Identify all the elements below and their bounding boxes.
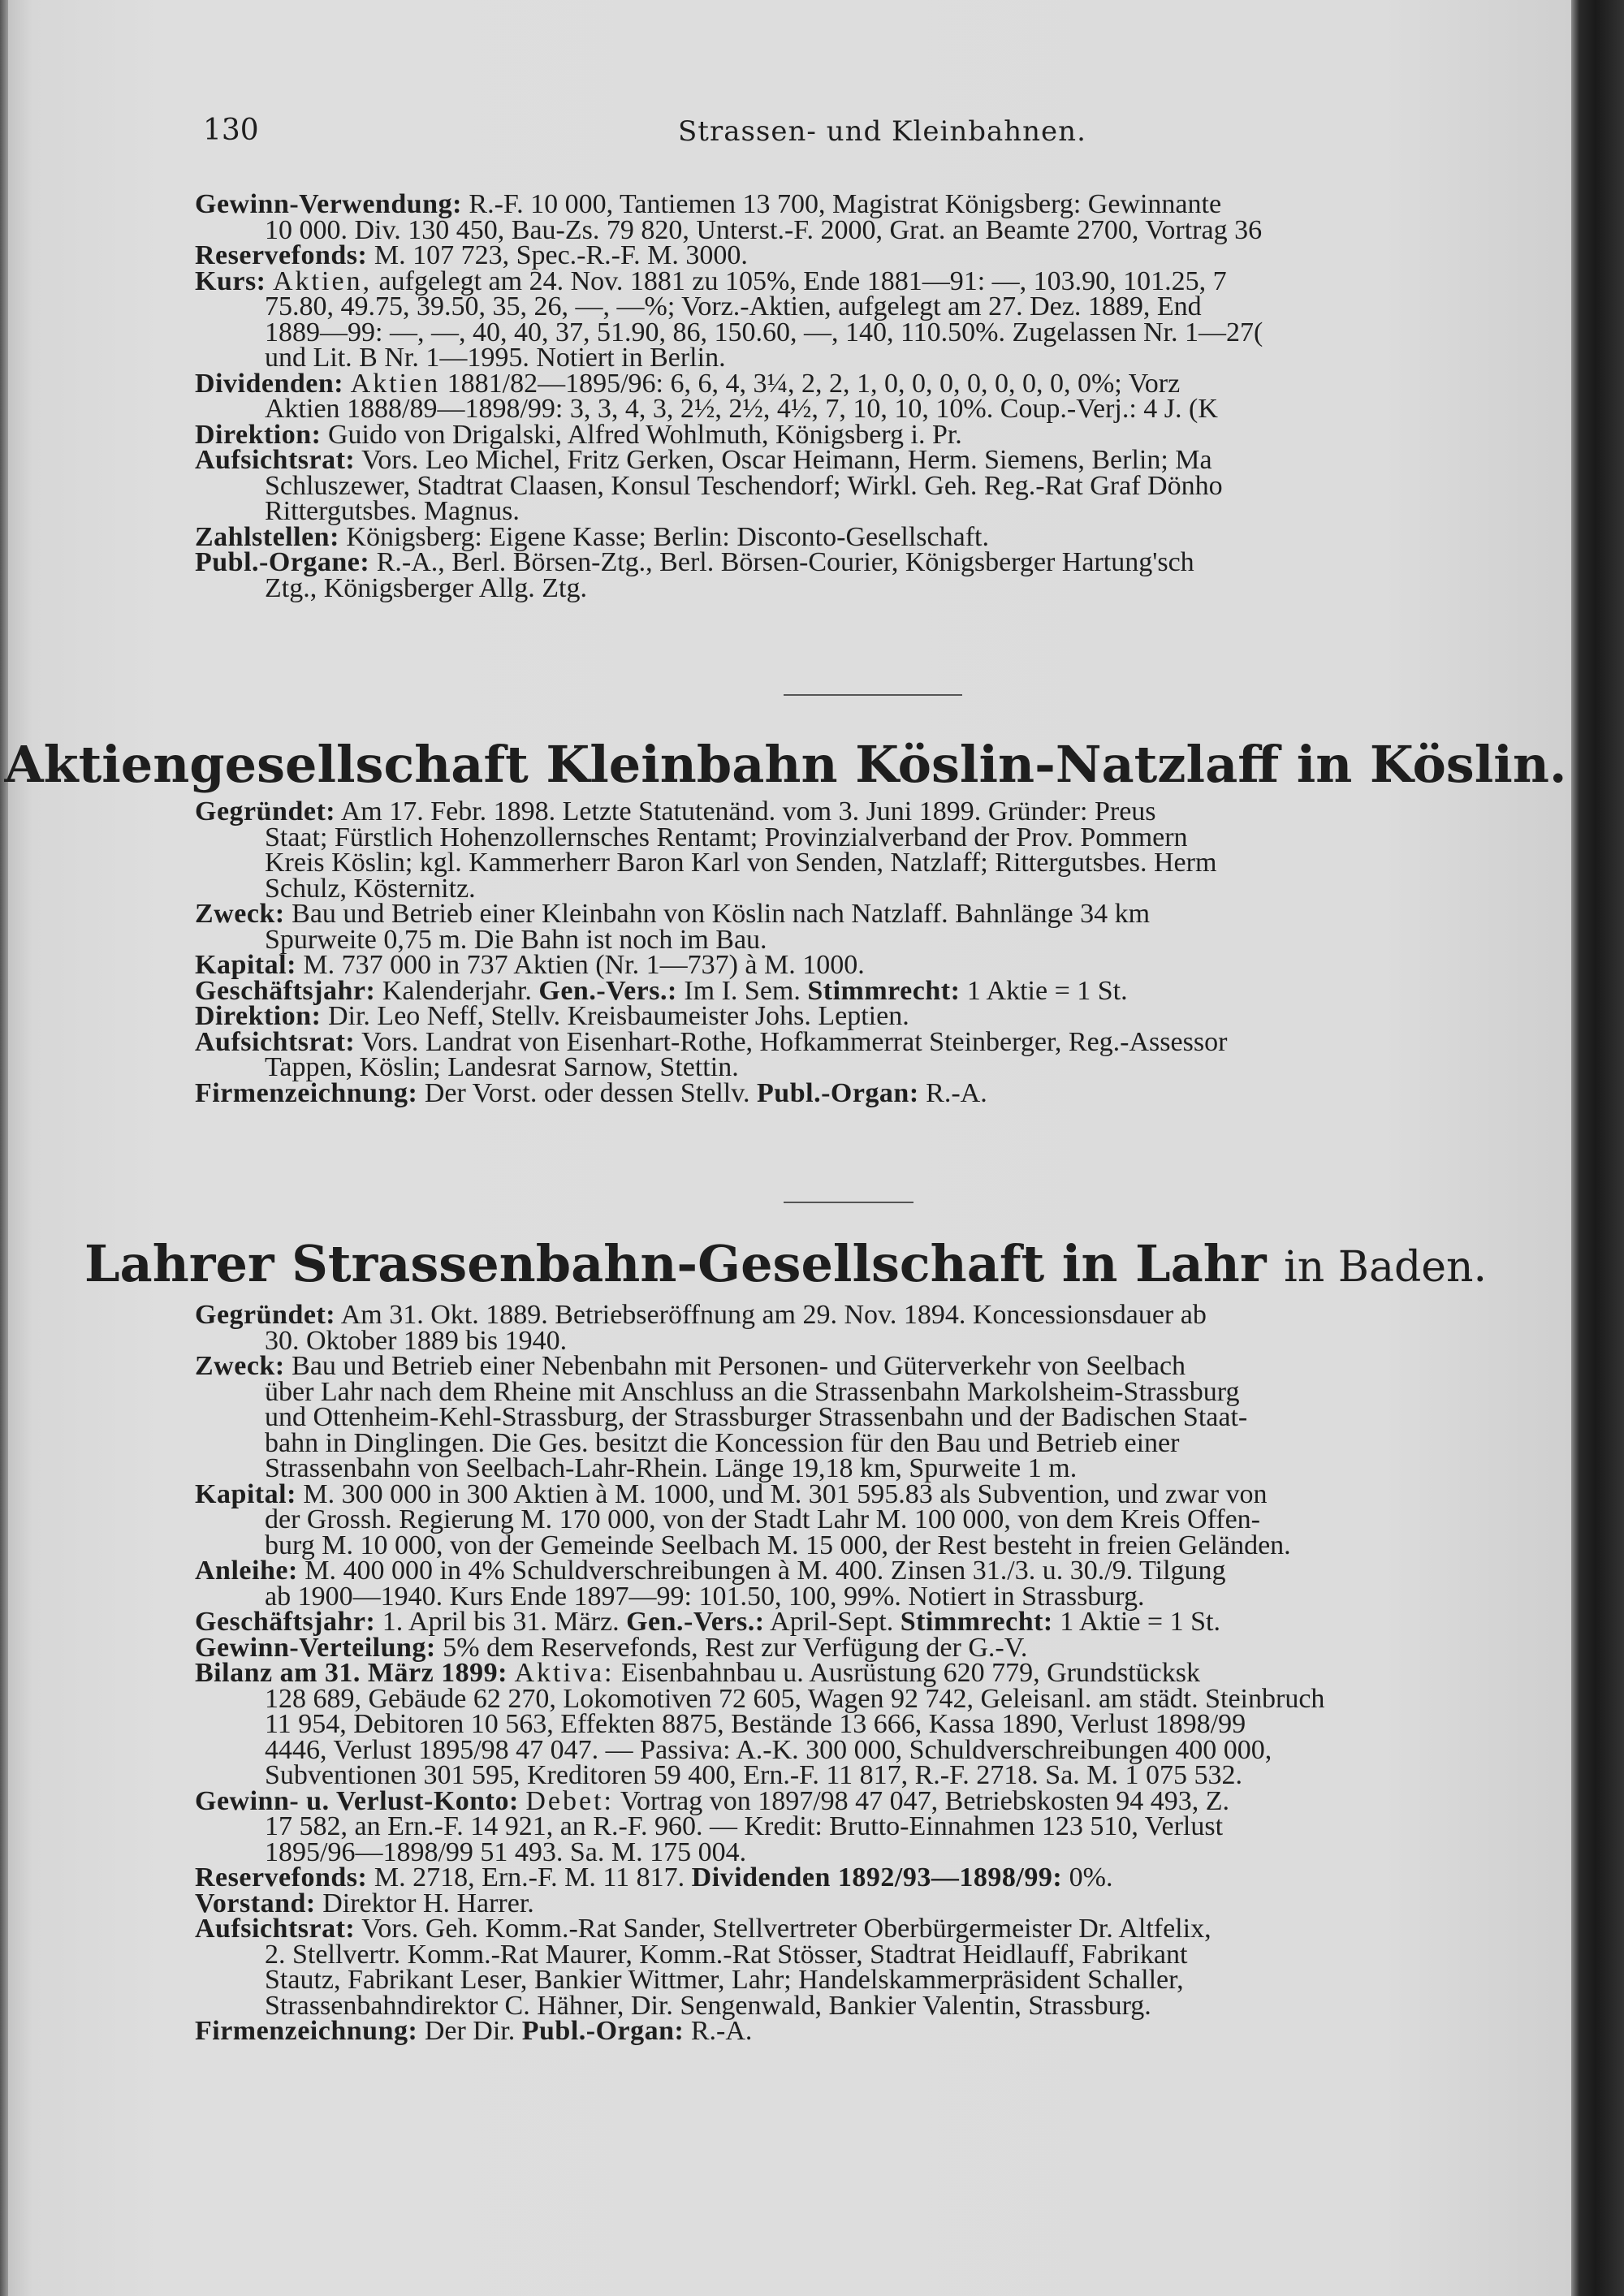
field-text: Der Dir. (424, 2016, 516, 2046)
field-text: R.-A., Berl. Börsen-Ztg., Berl. Börsen-Courier, Königsberger Hartung'sch (376, 547, 1194, 577)
field-text: Vors. Landrat von Eisenhart-Rothe, Hofkammerrat Steinberger, Reg.-Assessor (361, 1026, 1228, 1057)
field-text: 1. April bis 31. März. (382, 1607, 620, 1637)
field-label: Kapital: (195, 950, 296, 980)
field-text: 5% dem Reservefonds, Rest zur Verfügung der G.-V. (443, 1632, 1028, 1663)
field-text: Aktien (350, 368, 441, 399)
field-text: Tappen, Köslin; Landesrat Sarnow, Stettin. (265, 1052, 739, 1082)
field-text: Spurweite 0,75 m. Die Bahn ist noch im Bau. (265, 924, 767, 955)
field-label: Stimmrecht: (900, 1607, 1053, 1637)
running-head: Strassen- und Kleinbahnen. (678, 115, 1086, 148)
field-label: Gewinn-Verwendung: (195, 189, 462, 219)
field-label: Zahlstellen: (195, 521, 339, 552)
field-label: Firmenzeichnung: (195, 2016, 418, 2046)
field-text: Bau und Betrieb einer Nebenbahn mit Personen- und Güterverkehr von Seelbach (292, 1351, 1186, 1381)
field-text: Dir. Leo Neff, Stellv. Kreisbaumeister Johs. Leptien. (327, 1001, 909, 1031)
section-title-koeslin: Aktiengesellschaft Kleinbahn Köslin-Natzlaff in Köslin. (4, 735, 1567, 794)
field-text: Königsberg: Eigene Kasse; Berlin: Disconto-Gesellschaft. (346, 521, 989, 552)
page-number: 130 (203, 114, 259, 147)
field-label: Firmenzeichnung: (195, 1077, 418, 1108)
field-text: Vors. Geh. Komm.-Rat Sander, Stellvertreter Oberbürgermeister Dr. Altfelix, (361, 1914, 1212, 1944)
field-text: Aktien, (273, 265, 373, 296)
field-text: burg M. 10 000, von der Gemeinde Seelbach M. 15 000, der Rest besteht in freien Geländen. (265, 1530, 1291, 1560)
field-text: R.-A. (926, 1077, 987, 1108)
field-text: aufgelegt am 24. Nov. 1881 zu 105%, Ende 1881—91: —, 103.90, 101.25, 7 (378, 265, 1227, 296)
field-text: R.-F. 10 000, Tantiemen 13 700, Magistrat Königsberg: Gewinnante (469, 189, 1222, 219)
field-label: Aufsichtsrat: (195, 445, 356, 475)
field-text: R.-A. (690, 2016, 753, 2046)
field-text: bahn in Dinglingen. Die Ges. besitzt die Koncession für den Bau und Betrieb einer (265, 1427, 1180, 1458)
field-label: Direktion: (195, 1001, 322, 1031)
field-text: 0%. (1069, 1862, 1113, 1892)
field-text: Kalenderjahr. (382, 975, 532, 1006)
book-binding-edge (1571, 0, 1624, 2296)
field-text: Aktien 1888/89—1898/99: 3, 3, 4, 3, 2½, 2½, 4½, 7, 10, 10, 10%. Coup.-Verj.: 4 J. (K (265, 394, 1218, 424)
field-label: Dividenden 1892/93—1898/99: (691, 1862, 1063, 1892)
field-text: der Grossh. Regierung M. 170 000, von der Stadt Lahr M. 100 000, von dem Kreis Offen- (265, 1504, 1261, 1534)
field-text: Vors. Leo Michel, Fritz Gerken, Oscar Heimann, Herm. Siemens, Berlin; Ma (361, 445, 1212, 475)
field-text: Rittergutsbes. Magnus. (265, 496, 520, 526)
field-label: Anleihe: (195, 1556, 298, 1586)
field-text: Schulz, Kösternitz. (265, 873, 476, 904)
field-text: 1895/96—1898/99 51 493. Sa. M. 175 004. (265, 1836, 747, 1867)
field-text: Am 17. Febr. 1898. Letzte Statutenänd. vom 3. Juni 1899. Gründer: Preus (340, 796, 1156, 826)
field-label: Stimmrecht: (807, 975, 961, 1006)
field-text: 1889—99: —, —, 40, 40, 37, 51.90, 86, 150.60, —, 140, 110.50%. Zugelassen Nr. 1—27( (265, 317, 1263, 347)
field-label: Gewinn- u. Verlust-Konto: (195, 1785, 519, 1816)
field-label: Publ.-Organ: (757, 1077, 919, 1108)
text-line (195, 2015, 1527, 2048)
field-text: über Lahr nach dem Rheine mit Anschluss an die Strassenbahn Markolsheim-Strassburg (265, 1376, 1240, 1407)
field-text: Eisenbahnbau u. Ausrüstung 620 779, Grundstücksk (620, 1658, 1200, 1688)
field-text: Der Vorst. oder dessen Stellv. (424, 1077, 750, 1108)
section-title-lahr-sub: in Baden. (1284, 1243, 1488, 1292)
page-left-edge (0, 0, 8, 2296)
field-text: 75.80, 49.75, 39.50, 35, 26, —, —%; Vorz.-Aktien, aufgelegt am 27. Dez. 1889, End (265, 291, 1202, 322)
field-text: Strassenbahn von Seelbach-Lahr-Rhein. Länge 19,18 km, Spurweite 1 m. (265, 1453, 1078, 1483)
field-label: Reservefonds: (195, 240, 368, 270)
field-text: Guido von Drigalski, Alfred Wohlmuth, Königsberg i. Pr. (327, 419, 962, 450)
field-text: Staat; Fürstlich Hohenzollernsches Rentamt; Provinzialverband der Prov. Pommern (265, 822, 1188, 852)
field-label: Gegründet: (195, 796, 336, 826)
field-label: Reservefonds: (195, 1862, 368, 1892)
field-label: Vorstand: (195, 1888, 316, 1918)
field-text: M. 107 723, Spec.-R.-F. M. 3000. (374, 240, 748, 270)
field-text: Am 31. Okt. 1889. Betriebseröffnung am 29. Nov. 1894. Koncessionsdauer ab (340, 1300, 1207, 1330)
section-title-lahr (0, 1234, 1571, 1293)
field-text: 1 Aktie = 1 St. (1060, 1607, 1220, 1637)
field-text: 1 Aktie = 1 St. (966, 975, 1128, 1006)
field-label: Kapital: (195, 1478, 296, 1509)
field-label: Geschäftsjahr: (195, 975, 376, 1006)
field-text: 2. Stellvertr. Komm.-Rat Maurer, Komm.-Rat Stösser, Stadtrat Heidlauff, Fabrikant (265, 1939, 1188, 1970)
field-text: Bau und Betrieb einer Kleinbahn von Köslin nach Natzlaff. Bahnlänge 34 km (292, 899, 1151, 929)
field-text: Strassenbahndirektor C. Hähner, Dir. Sengenwald, Bankier Valentin, Strassburg. (265, 1990, 1151, 2021)
field-text: M. 737 000 in 737 Aktien (Nr. 1—737) à M. 1000. (303, 950, 865, 980)
field-text: 128 689, Gebäude 62 270, Lokomotiven 72 605, Wagen 92 742, Geleisanl. am städt. Steinbruch (265, 1683, 1325, 1714)
field-text: Subventionen 301 595, Kreditoren 59 400, Ern.-F. 11 817, R.-F. 2718. Sa. M. 1 075 532. (265, 1760, 1243, 1790)
section-divider (784, 694, 962, 696)
field-text: April-Sept. (770, 1607, 894, 1637)
field-text: Aktiva: (514, 1658, 615, 1688)
field-text: Im I. Sem. (684, 975, 801, 1006)
section-divider (784, 1202, 914, 1203)
field-text: Ztg., Königsberger Allg. Ztg. (265, 572, 587, 603)
field-label: Zweck: (195, 899, 285, 929)
field-text: Stautz, Fabrikant Leser, Bankier Wittmer, Lahr; Handelskammerpräsident Schaller, (265, 1965, 1184, 1995)
field-label: Gewinn-Verteilung: (195, 1632, 436, 1663)
field-label: Kurs: (195, 265, 266, 296)
field-label: Geschäftsjahr: (195, 1607, 376, 1637)
field-text: und Lit. B Nr. 1—1995. Notiert in Berlin. (265, 343, 726, 373)
field-label: Direktion: (195, 419, 322, 450)
field-text: M. 400 000 in 4% Schuldverschreibungen à M. 400. Zinsen 31./3. u. 30./9. Tilgung (304, 1556, 1226, 1586)
field-text: Kreis Köslin; kgl. Kammerherr Baron Karl von Senden, Natzlaff; Rittergutsbes. Herm (265, 848, 1217, 878)
field-text: 11 954, Debitoren 10 563, Effekten 8875, Bestände 13 666, Kassa 1890, Verlust 1898/99 (265, 1709, 1246, 1739)
field-text: ab 1900—1940. Kurs Ende 1897—99: 101.50, 100, 99%. Notiert in Strassburg. (265, 1581, 1145, 1612)
field-text: 30. Oktober 1889 bis 1940. (265, 1325, 568, 1356)
field-text: M. 300 000 in 300 Aktien à M. 1000, und M. 301 595.83 als Subvention, und zwar von (303, 1478, 1268, 1509)
field-text: Direktor H. Harrer. (322, 1888, 534, 1918)
field-text: und Ottenheim-Kehl-Strassburg, der Strassburger Strassenbahn und der Badischen Staat- (265, 1402, 1248, 1432)
field-label: Gegründet: (195, 1300, 336, 1330)
field-label: Publ.-Organ: (521, 2016, 685, 2046)
field-text: 1881/82—1895/96: 6, 6, 4, 3¼, 2, 2, 1, 0, 0, 0, 0, 0, 0, 0, 0%; Vorz (447, 368, 1181, 399)
section-title-lahr-main: Lahrer Strassenbahn-Gesellschaft in Lahr (84, 1234, 1267, 1293)
field-label: Gen.-Vers.: (538, 975, 677, 1006)
field-label: Dividenden: (195, 368, 344, 399)
field-text: Schluszewer, Stadtrat Claasen, Konsul Teschendorf; Wirkl. Geh. Reg.-Rat Graf Dönho (265, 470, 1223, 501)
field-text: 17 582, an Ern.-F. 14 921, an R.-F. 960. — Kredit: Brutto-Einnahmen 123 510, Verlust (265, 1811, 1224, 1841)
text-line (265, 572, 1527, 605)
field-text: Debet: (525, 1785, 614, 1816)
text-line (195, 1077, 1527, 1110)
field-label: Gen.-Vers.: (626, 1607, 765, 1637)
field-label: Aufsichtsrat: (195, 1914, 356, 1944)
field-label: Publ.-Organe: (195, 547, 370, 577)
field-label: Aufsichtsrat: (195, 1026, 356, 1057)
field-text: M. 2718, Ern.-F. M. 11 817. (374, 1862, 685, 1892)
field-text: Vortrag von 1897/98 47 047, Betriebskosten 94 493, Z. (620, 1785, 1230, 1816)
field-label: Bilanz am 31. März 1899: (195, 1658, 508, 1688)
field-text: 4446, Verlust 1895/98 47 047. — Passiva: A.-K. 300 000, Schuldverschreibungen 400 000, (265, 1734, 1272, 1765)
field-text: 10 000. Div. 130 450, Bau-Zs. 79 820, Unterst.-F. 2000, Grat. an Beamte 2700, Vortrag 36 (265, 214, 1263, 245)
field-label: Zweck: (195, 1351, 285, 1381)
